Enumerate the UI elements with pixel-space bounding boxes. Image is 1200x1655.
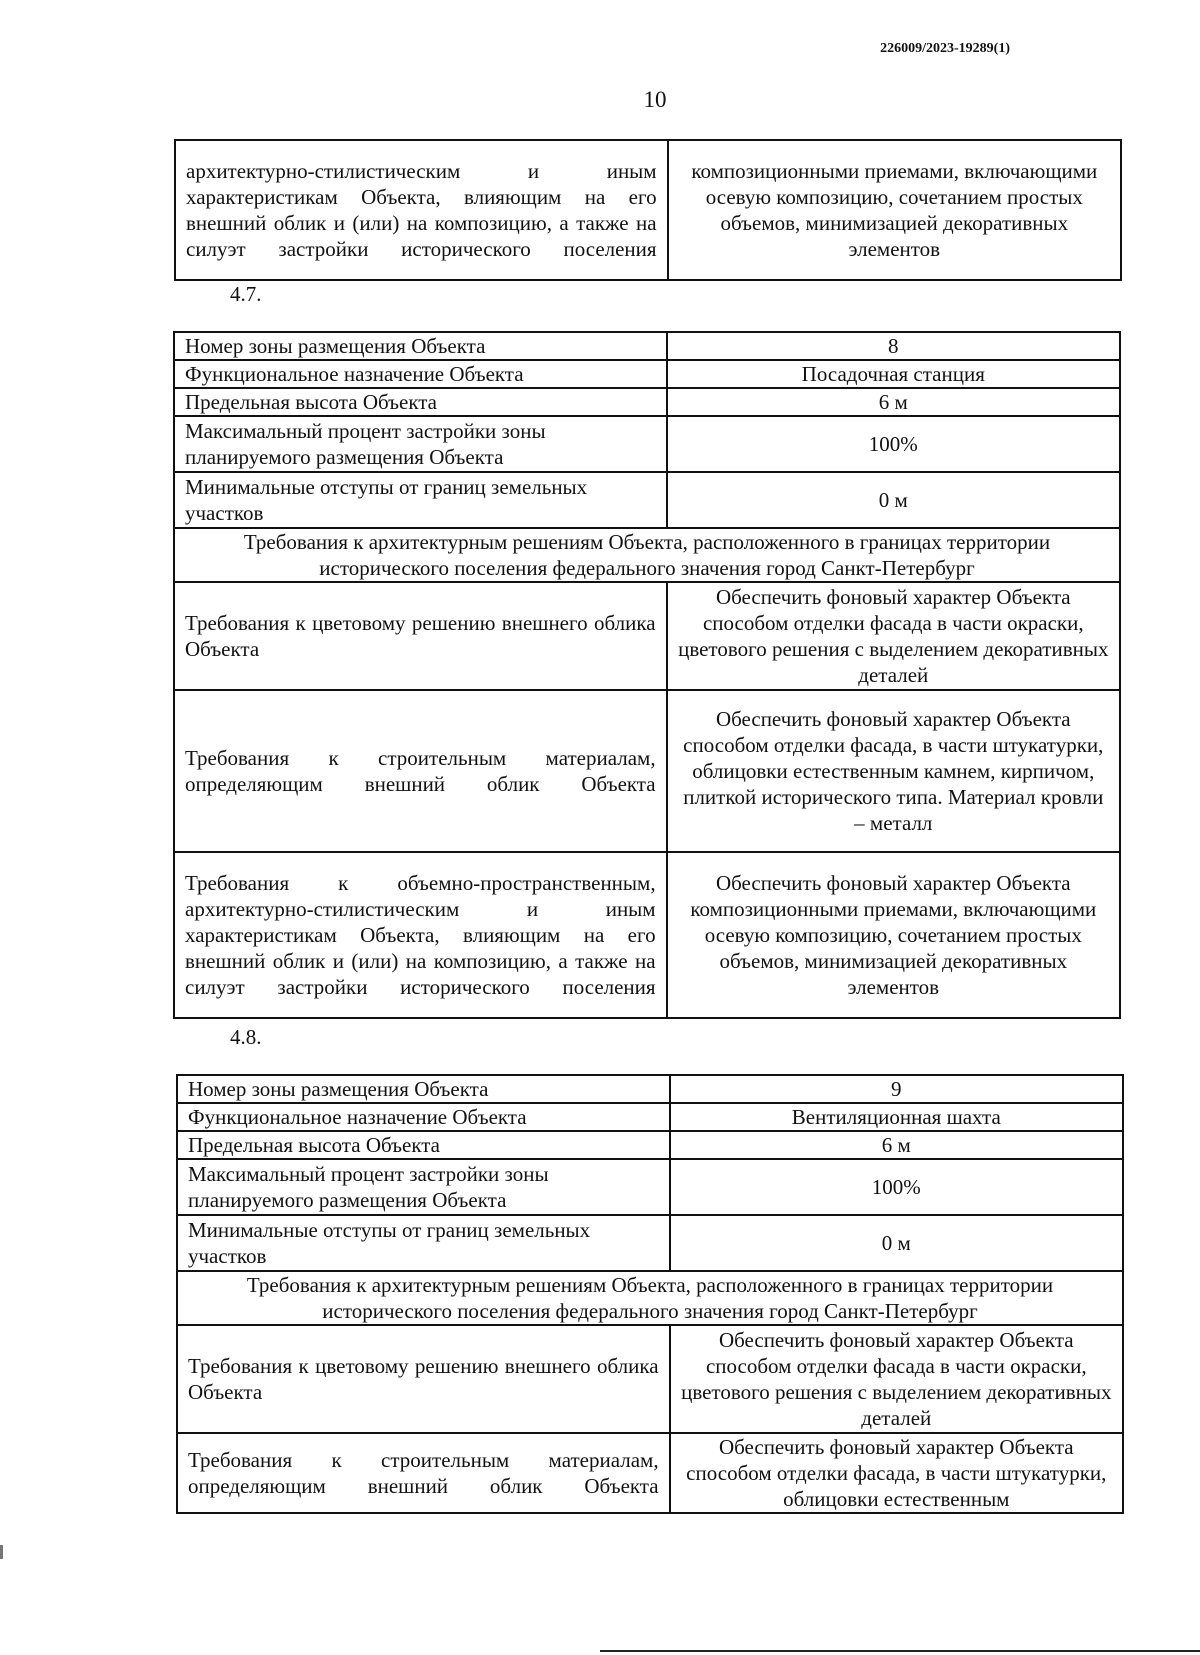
document-id: 226009/2023-19289(1) [880, 41, 1010, 56]
table-row [174, 388, 1120, 416]
table-row [174, 852, 1120, 1018]
table-row [177, 1325, 1123, 1433]
function-label: Функциональное назначение Объекта [177, 1103, 670, 1131]
materials-requirement-label: Требования к строительным материалам, определяющим внешний облик Объекта [174, 690, 667, 852]
setback-value: 0 м [670, 1215, 1123, 1271]
section-label-4-8: 4.8. [230, 1025, 262, 1049]
color-requirement-label: Требования к цветовому решению внешнего облика Объекта [174, 582, 667, 690]
table-row [177, 1159, 1123, 1215]
build-percent-label: Максимальный процент застройки зоны планируемого размещения Объекта [177, 1159, 670, 1215]
table-row [177, 1215, 1123, 1271]
max-height-label: Предельная высота Объекта [174, 388, 667, 416]
max-height-value: 6 м [667, 388, 1120, 416]
volume-requirement-label: архитектурно-стилистическим и иным характеристикам Объекта, влияющим на его внешний облик и (или) на композицию, а также на силуэт застройки исторического поселения [175, 140, 668, 280]
color-requirement-value: Обеспечить фоновый характер Объекта способом отделки фасада в части окраски, цветового решения с выделением декоративных деталей [670, 1325, 1123, 1433]
table-row [174, 690, 1120, 852]
materials-requirement-value: Обеспечить фоновый характер Объекта способом отделки фасада, в части штукатурки, облицовки естественным [670, 1433, 1123, 1513]
volume-requirement-label: Требования к объемно-пространственным, архитектурно-стилистическим и иным характеристикам Объекта, влияющим на его внешний облик и (или) на композицию, а также на силуэт застройки исторического поселения [174, 852, 667, 1018]
scan-bottom-line [600, 1650, 1200, 1652]
build-percent-value: 100% [670, 1159, 1123, 1215]
table-row [174, 472, 1120, 528]
build-percent-value: 100% [667, 416, 1120, 472]
setback-value: 0 м [667, 472, 1120, 528]
color-requirement-label: Требования к цветовому решению внешнего облика Объекта [177, 1325, 670, 1433]
function-label: Функциональное назначение Объекта [174, 360, 667, 388]
max-height-value: 6 м [670, 1131, 1123, 1159]
zone-number-label: Номер зоны размещения Объекта [177, 1075, 670, 1103]
zone-number-label: Номер зоны размещения Объекта [174, 332, 667, 360]
table-row [177, 1075, 1123, 1103]
architecture-heading: Требования к архитектурным решениям Объекта, расположенного в границах территории исторического поселения федерального значения город Санкт-Петербург [177, 1271, 1123, 1325]
function-value: Посадочная станция [667, 360, 1120, 388]
table-row [177, 1131, 1123, 1159]
max-height-label: Предельная высота Объекта [177, 1131, 670, 1159]
setback-label: Минимальные отступы от границ земельных участков [177, 1215, 670, 1271]
table-row [174, 582, 1120, 690]
architecture-heading: Требования к архитектурным решениям Объекта, расположенного в границах территории исторического поселения федерального значения город Санкт-Петербург [174, 528, 1120, 582]
continuation-table [174, 139, 1122, 281]
function-value: Вентиляционная шахта [670, 1103, 1123, 1131]
scan-edge-mark [0, 1545, 3, 1559]
table-row [177, 1271, 1123, 1325]
zone-number-value: 9 [670, 1075, 1123, 1103]
setback-label: Минимальные отступы от границ земельных участков [174, 472, 667, 528]
table-row [174, 332, 1120, 360]
table-row [175, 140, 1121, 280]
zone-8-requirements-table [173, 331, 1121, 1019]
table-row [177, 1433, 1123, 1513]
section-label-4-7: 4.7. [230, 282, 262, 306]
color-requirement-value: Обеспечить фоновый характер Объекта способом отделки фасада в части окраски, цветового решения с выделением декоративных деталей [667, 582, 1120, 690]
volume-requirement-value: композиционными приемами, включающими осевую композицию, сочетанием простых объемов, минимизацией декоративных элементов [668, 140, 1121, 280]
table-row [174, 416, 1120, 472]
page-number: 10 [643, 87, 667, 112]
zone-9-requirements-table [176, 1074, 1124, 1514]
materials-requirement-label: Требования к строительным материалам, определяющим внешний облик Объекта [177, 1433, 670, 1513]
volume-requirement-value: Обеспечить фоновый характер Объекта композиционными приемами, включающими осевую композицию, сочетанием простых объемов, минимизацией декоративных элементов [667, 852, 1120, 1018]
table-row [177, 1103, 1123, 1131]
zone-number-value: 8 [667, 332, 1120, 360]
build-percent-label: Максимальный процент застройки зоны планируемого размещения Объекта [174, 416, 667, 472]
table-row [174, 528, 1120, 582]
table-row [174, 360, 1120, 388]
materials-requirement-value: Обеспечить фоновый характер Объекта способом отделки фасада, в части штукатурки, облицовки естественным камнем, кирпичом, плиткой исторического типа. Материал кровли – металл [667, 690, 1120, 852]
